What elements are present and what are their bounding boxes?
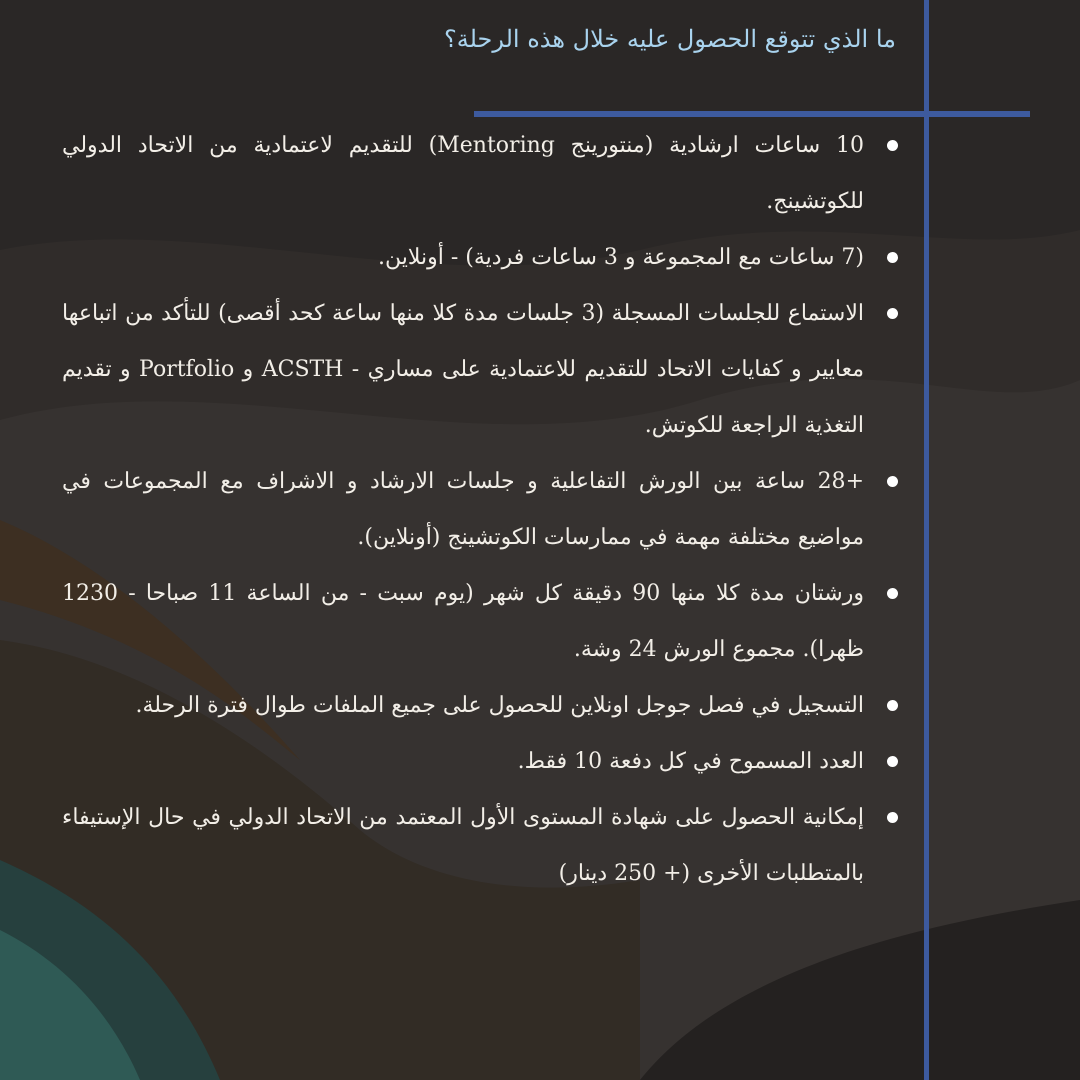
list-item-text: +28 ساعة بين الورش التفاعلية و جلسات الارشاد و الاشراف مع المجموعات في مواضيع مختلفة مهمة في ممارسات الكوتشينج (أونلاين). — [62, 469, 864, 550]
list-item — [62, 678, 900, 734]
list-item — [62, 286, 900, 454]
list-item-text: الاستماع للجلسات المسجلة (3 جلسات مدة كلا منها ساعة كحد أقصى) للتأكد من اتباعها معايير و كفايات الاتحاد للتقديم للاعتمادية على مساري - ACSTH و Portfolio و تقديم التغذية الراجعة للكوتش. — [62, 301, 865, 438]
bullet-icon — [887, 308, 898, 319]
list-item — [62, 230, 900, 286]
list-item-text: ورشتان مدة كلا منها 90 دقيقة كل شهر (يوم سبت - من الساعة 11 صباحا - 1230 ظهرا). مجموع الورش 24 وشة. — [62, 581, 864, 662]
list-item — [62, 566, 900, 678]
bullet-icon — [887, 812, 898, 823]
list-item — [62, 734, 900, 790]
benefits-list — [62, 118, 900, 902]
section-heading: ما الذي تتوقع الحصول عليه خلال هذه الرحلة؟ — [443, 25, 896, 53]
list-item-text: إمكانية الحصول على شهادة المستوى الأول المعتمد من الاتحاد الدولي في حال الإستيفاء بالمتطلبات الأخرى (+ 250 دينار) — [62, 805, 864, 886]
list-item-text: 10 ساعات ارشادية (منتورينج Mentoring) للتقديم لاعتمادية من الاتحاد الدولي للكوتشينج. — [62, 133, 864, 214]
list-item — [62, 118, 900, 230]
bullet-icon — [887, 700, 898, 711]
bullet-icon — [887, 756, 898, 767]
vertical-accent-line — [924, 0, 929, 1080]
bullet-icon — [887, 588, 898, 599]
bullet-icon — [887, 476, 898, 487]
list-item — [62, 454, 900, 566]
list-item — [62, 790, 900, 902]
list-item-text: (7 ساعات مع المجموعة و 3 ساعات فردية) - أونلاين. — [378, 245, 864, 270]
horizontal-accent-line — [474, 111, 1030, 117]
bullet-icon — [887, 252, 898, 263]
list-item-text: التسجيل في فصل جوجل اونلاين للحصول على جميع الملفات طوال فترة الرحلة. — [135, 693, 864, 718]
bullet-icon — [887, 140, 898, 151]
list-item-text: العدد المسموح في كل دفعة 10 فقط. — [517, 749, 864, 774]
